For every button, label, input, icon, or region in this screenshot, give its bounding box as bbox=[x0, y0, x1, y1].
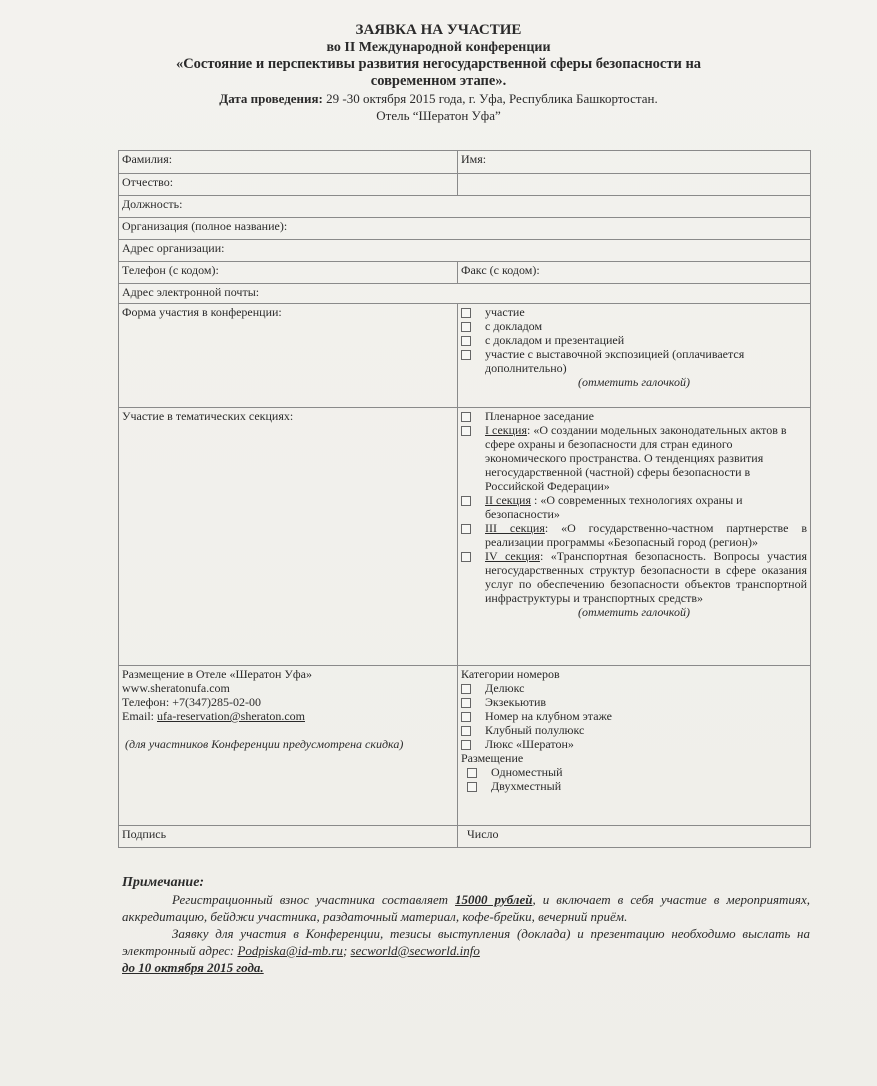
email-link-podpiska[interactable]: Podpiska@id-mb.ru bbox=[237, 943, 343, 958]
checkbox[interactable] bbox=[461, 336, 471, 346]
application-form-table bbox=[118, 150, 811, 848]
section-1-text: : «О создании модельных законодательных актов в сфере охраны и безопасности для стран единого экономического пространства. О тенденциях развития негосударственной (частной) сферы безопасности в Российской Федерации» bbox=[485, 423, 787, 493]
fax-label: Факс (с кодом): bbox=[461, 263, 540, 277]
date-value: 29 -30 октября 2015 года, г. Уфа, Республика Башкортостан. bbox=[322, 91, 658, 106]
patronymic-label: Отчество: bbox=[122, 175, 174, 189]
checkbox[interactable] bbox=[461, 412, 471, 422]
section-4-text: : «Транспортная безопасность. Вопросы участия негосударственных структур безопасности в сфере оказания услуг по обеспечению безопасности объектов транспортной инфраструктуры и транспортных средств» bbox=[485, 549, 807, 605]
checkbox[interactable] bbox=[461, 698, 471, 708]
organization-field[interactable] bbox=[119, 218, 811, 240]
section-option-1[interactable] bbox=[461, 423, 807, 493]
participation-option[interactable]: участие с выставочной экспозицией (оплачивается дополнительно) bbox=[461, 347, 807, 375]
organization-label: Организация (полное название): bbox=[122, 219, 288, 233]
checkbox[interactable] bbox=[461, 426, 471, 436]
room-option[interactable]: Клубный полулюкс bbox=[461, 723, 807, 737]
surname-field[interactable] bbox=[119, 151, 458, 174]
org-address-field[interactable] bbox=[119, 240, 811, 262]
accommodation-label: Размещение bbox=[461, 751, 524, 765]
participation-form-label: Форма участия в конференции: bbox=[122, 305, 282, 319]
section-3-text: : «О государственно-частном партнерстве в реализации программы «Безопасный город (регион)» bbox=[485, 521, 807, 549]
hotel-line1: Размещение в Отеле «Шератон Уфа» bbox=[122, 667, 312, 681]
email-label: Адрес электронной почты: bbox=[122, 285, 260, 299]
room-option[interactable]: Экзекьютив bbox=[461, 695, 807, 709]
room-option[interactable]: Люкс «Шератон» bbox=[461, 737, 807, 751]
conference-name-line1: «Состояние и перспективы развития негосударственной сферы безопасности на bbox=[175, 56, 702, 72]
hotel-email-line: Email: ufa-reservation@sheraton.com bbox=[122, 709, 305, 723]
phone-label: Телефон (с кодом): bbox=[122, 263, 219, 277]
mark-note: (отметить галочкой) bbox=[578, 605, 690, 619]
patronymic-field[interactable] bbox=[119, 174, 458, 196]
checkbox[interactable] bbox=[461, 350, 471, 360]
hotel-website: www.sheratonufa.com bbox=[122, 681, 230, 695]
date-label: Дата проведения: bbox=[219, 91, 323, 106]
hotel-info-cell bbox=[119, 666, 458, 826]
fax-field[interactable] bbox=[458, 262, 811, 284]
checkbox[interactable] bbox=[461, 684, 471, 694]
date-field[interactable] bbox=[458, 826, 811, 848]
surname-label: Фамилия: bbox=[122, 152, 173, 166]
room-option[interactable]: Номер на клубном этаже bbox=[461, 709, 807, 723]
hotel-email-link[interactable]: ufa-reservation@sheraton.com bbox=[157, 709, 305, 723]
patronymic-extra-cell bbox=[458, 174, 811, 196]
signature-field[interactable] bbox=[119, 826, 458, 848]
checkbox[interactable] bbox=[467, 782, 477, 792]
participation-form-label-cell bbox=[119, 304, 458, 408]
sections-options bbox=[458, 408, 811, 666]
document-subtitle: во II Международной конференции bbox=[326, 40, 551, 55]
sections-label: Участие в тематических секциях: bbox=[122, 409, 294, 423]
room-option[interactable]: Делюкс bbox=[461, 681, 807, 695]
participation-option[interactable]: участие bbox=[461, 305, 807, 319]
signature-label: Подпись bbox=[122, 827, 167, 841]
participation-option[interactable]: с докладом и презентацией bbox=[461, 333, 807, 347]
email-field[interactable] bbox=[119, 284, 811, 304]
org-address-label: Адрес организации: bbox=[122, 241, 225, 255]
position-field[interactable] bbox=[119, 196, 811, 218]
name-field[interactable] bbox=[458, 151, 811, 174]
checkbox[interactable] bbox=[461, 726, 471, 736]
accommodation-option[interactable]: Одноместный bbox=[461, 765, 807, 779]
mark-note: (отметить галочкой) bbox=[578, 375, 690, 389]
section-option-plenary[interactable]: Пленарное заседание bbox=[461, 409, 807, 423]
section-option-3[interactable] bbox=[461, 521, 807, 549]
hotel-discount-note: (для участников Конференции предусмотрена скидка) bbox=[125, 737, 404, 751]
name-label: Имя: bbox=[461, 152, 487, 166]
notes-section bbox=[122, 874, 810, 976]
position-label: Должность: bbox=[122, 197, 183, 211]
section-3-name: III секция bbox=[485, 521, 545, 535]
section-2-name: II секция bbox=[485, 493, 531, 507]
accommodation-option[interactable]: Двухместный bbox=[461, 779, 807, 793]
section-option-4[interactable] bbox=[461, 549, 807, 605]
checkbox[interactable] bbox=[461, 552, 471, 562]
checkbox[interactable] bbox=[467, 768, 477, 778]
notes-title: Примечание: bbox=[122, 875, 205, 890]
checkbox[interactable] bbox=[461, 712, 471, 722]
conference-name-line2: современном этапе». bbox=[370, 73, 507, 89]
participation-form-options bbox=[458, 304, 811, 408]
room-categories-cell bbox=[458, 666, 811, 826]
section-1-name: I секция bbox=[485, 423, 527, 437]
section-2-text: : «О современных технологиях охраны и безопасности» bbox=[485, 493, 743, 521]
date-label: Число bbox=[467, 827, 499, 841]
conference-date bbox=[0, 90, 877, 107]
sections-label-cell bbox=[119, 408, 458, 666]
email-link-secworld[interactable]: secworld@secworld.info bbox=[350, 943, 480, 958]
notes-fee-paragraph: Регистрационный взнос участника составляет 15000 рублей, и включает в себя участие в мероприятиях, аккредитацию, бейджи участника, раздаточный материал, кофе-брейки, вечерний приём. bbox=[122, 892, 810, 924]
checkbox[interactable] bbox=[461, 308, 471, 318]
section-4-name: IV секция bbox=[485, 549, 540, 563]
room-categories-label: Категории номеров bbox=[461, 667, 560, 681]
conference-hotel: Отель “Шератон Уфа” bbox=[376, 108, 501, 123]
participation-option[interactable]: с докладом bbox=[461, 319, 807, 333]
document-header bbox=[0, 22, 877, 124]
checkbox[interactable] bbox=[461, 740, 471, 750]
fee-amount: 15000 рублей bbox=[455, 892, 533, 907]
notes-deadline: до 10 октября 2015 года. bbox=[122, 960, 264, 975]
phone-field[interactable] bbox=[119, 262, 458, 284]
checkbox[interactable] bbox=[461, 524, 471, 534]
notes-submit-paragraph: Заявку для участия в Конференции, тезисы выступления (доклада) и презентацию необходимо выслать на электронный адрес: Podpiska@id-mb.ru; secworld@secworld.info bbox=[122, 926, 810, 958]
section-option-2[interactable] bbox=[461, 493, 807, 521]
hotel-phone: Телефон: +7(347)285-02-00 bbox=[122, 695, 261, 709]
checkbox[interactable] bbox=[461, 496, 471, 506]
checkbox[interactable] bbox=[461, 322, 471, 332]
document-title: ЗАЯВКА НА УЧАСТИЕ bbox=[355, 22, 522, 38]
